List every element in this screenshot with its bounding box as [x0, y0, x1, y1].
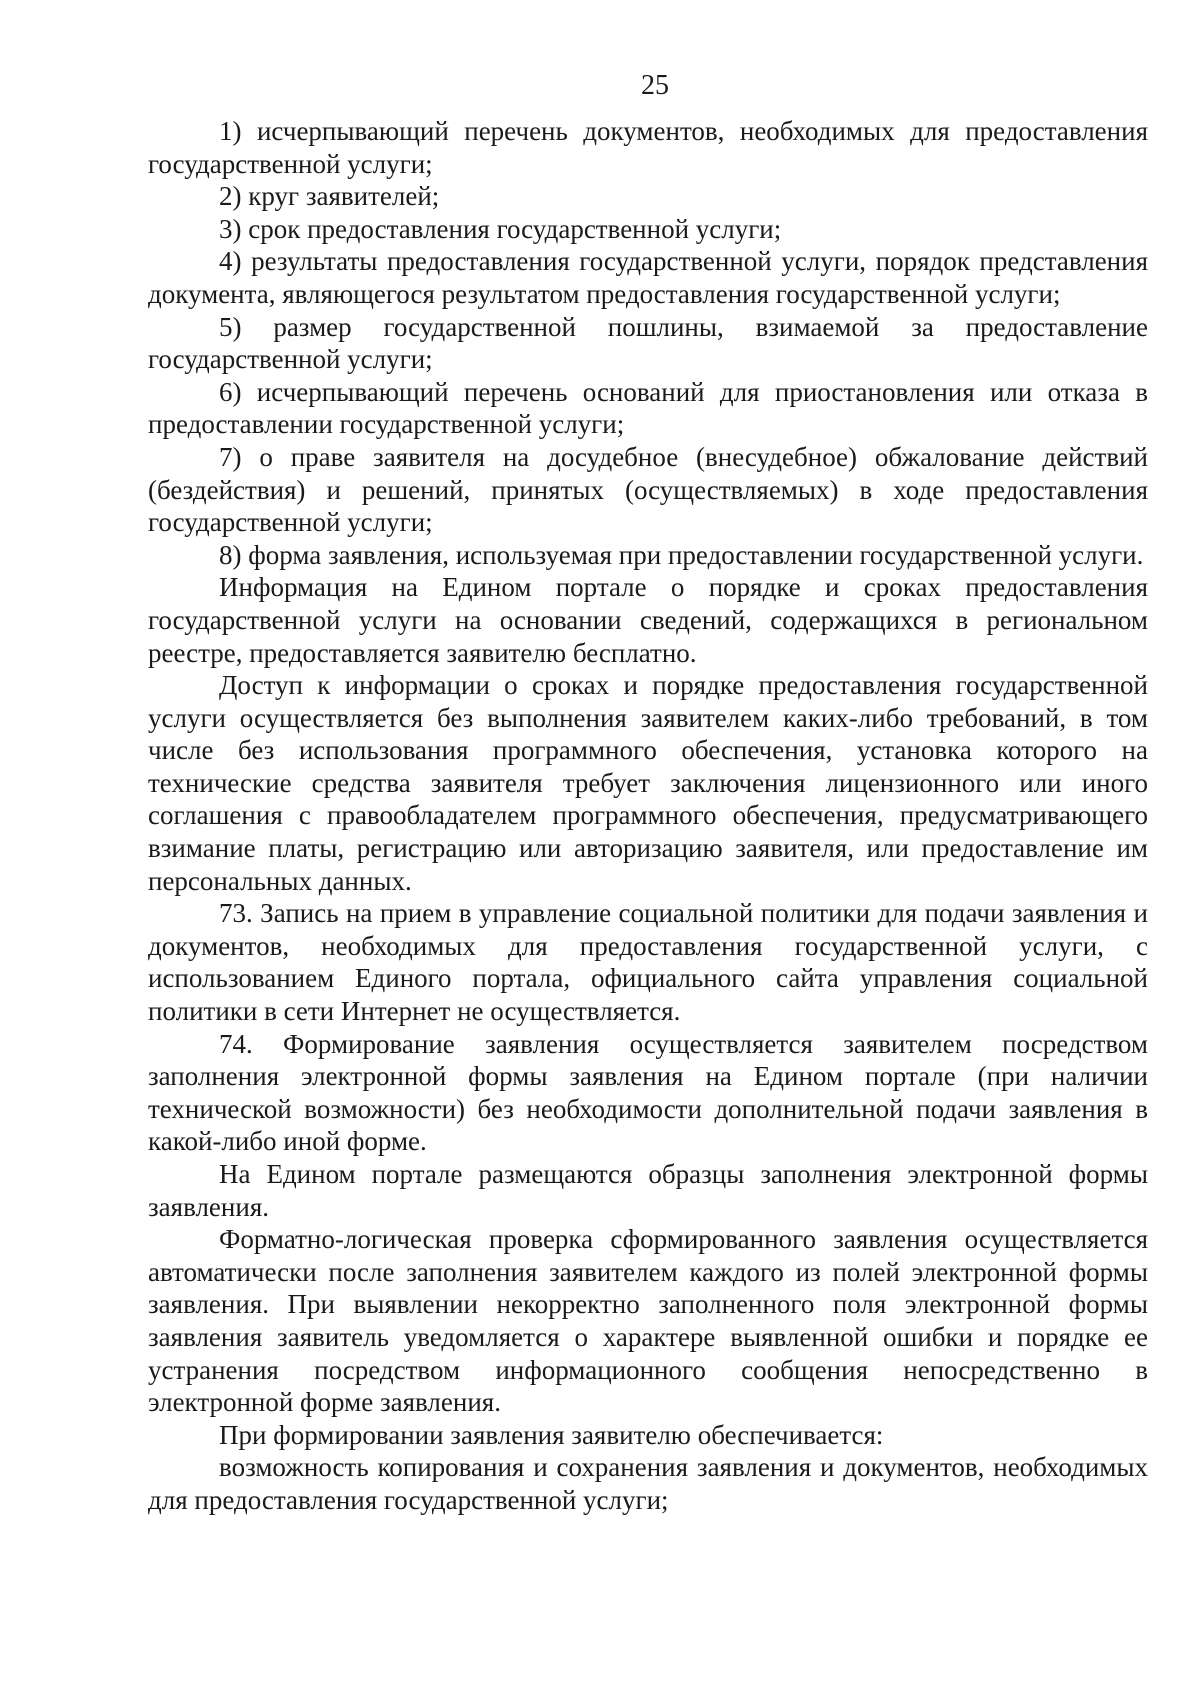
paragraph-clause-74: 74. Формирование заявления осуществляется заявителем посредством заполнения электронной формы заявления на Едином портале (при наличии технической возможности) без необходимости дополнительной подачи заявления в какой-либо иной форме. — [148, 1028, 1148, 1157]
paragraph-format-check: Форматно-логическая проверка сформированного заявления осуществляется автоматически после заполнения заявителем каждого из полей электронной формы заявления. При выявлении некорректно заполненного поля электронной формы заявления заявитель уведомляется о характере выявленной ошибки и порядке ее устранения посредством информационного сообщения непосредственно в электронной форме заявления. — [148, 1224, 1148, 1418]
paragraph-form-samples: На Едином портале размещаются образцы заполнения электронной формы заявления. — [148, 1159, 1148, 1222]
paragraph-access-info: Доступ к информации о сроках и порядке предоставления государственной услуги осуществляется без выполнения заявителем каких-либо требований, в том числе без использования программного обеспечения, установка которого на технические средства заявителя требует заключения лицензионного или иного соглашения с правообладателем программного обеспечения, предусматривающего взимание платы, регистрацию или авторизацию заявителя, или предоставление им персональных данных. — [148, 670, 1148, 896]
paragraph-item-6: 6) исчерпывающий перечень оснований для приостановления или отказа в предоставлении государственной услуги; — [148, 376, 1148, 440]
paragraph-copy-save: возможность копирования и сохранения заявления и документов, необходимых для предоставления государственной услуги; — [148, 1452, 1148, 1515]
paragraph-clause-73: 73. Запись на прием в управление социальной политики для подачи заявления и документов, необходимых для предоставления государственной услуги, с использованием Единого портала, официального сайта управления социальной политики в сети Интернет не осуществляется. — [148, 898, 1148, 1027]
paragraph-item-2: 2) круг заявителей; — [219, 181, 440, 212]
paragraph-info-portal: Информация на Едином портале о порядке и сроках предоставления государственной услуги на основании сведений, содержащихся в региональном реестре, предоставляется заявителю бесплатно. — [148, 572, 1148, 668]
paragraph-item-7: 7) о праве заявителя на досудебное (внесудебное) обжалование действий (бездействия) и решений, принятых (осуществляемых) в ходе предоставления государственной услуги; — [148, 441, 1148, 538]
paragraph-item-4: 4) результаты предоставления государственной услуги, порядок представления документа, являющегося результатом предоставления государственной услуги; — [148, 246, 1148, 309]
paragraph-item-8: 8) форма заявления, используемая при предоставлении государственной услуги. — [219, 539, 1144, 570]
document-body — [148, 115, 1148, 1517]
paragraph-item-3: 3) срок предоставления государственной услуги; — [219, 213, 782, 244]
paragraph-item-5: 5) размер государственной пошлины, взимаемой за предоставление государственной услуги; — [148, 311, 1148, 375]
paragraph-provided: При формировании заявления заявителю обеспечивается: — [219, 1419, 884, 1450]
page-number: 25 — [641, 70, 669, 101]
paragraph-item-1: 1) исчерпывающий перечень документов, необходимых для предоставления государственной услуги; — [148, 116, 1148, 179]
